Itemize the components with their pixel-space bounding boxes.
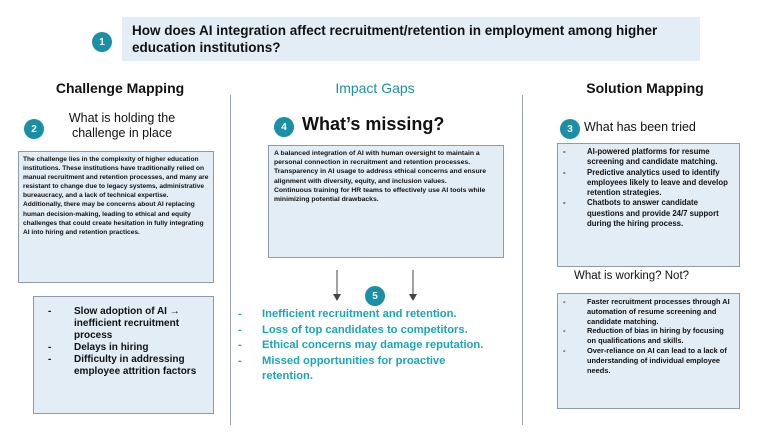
impact-gaps-heading: Impact Gaps <box>335 80 415 96</box>
missing-line: Continuous training for HR teams to effectively use AI tools while minimizing potential drawbacks. <box>274 186 486 204</box>
challenge-description: The challenge lies in the complexity of higher education institutions. These institutions have traditionally relied on manual recruitment and retention processes, and many are resistant to change due to legacy systems, administrative bureaucracy, and a lack of technical expertise. Additionally, there may be concerns about AI replacing human decision-making, leading to ethical and equity challenges that could create hesitation in fully integrating AI into hiring and retention practices. <box>23 156 209 236</box>
challenge-bullet-list <box>48 306 207 378</box>
list-item: - Inefficient recruitment and retention. <box>238 308 457 320</box>
step-2-badge: 2 <box>24 119 44 139</box>
list-item: - Missed opportunities for proactive retention. <box>238 354 446 382</box>
list-item: - Difficulty in addressing employee attrition factors <box>48 354 197 377</box>
list-item: - AI-powered platforms for resume screening and candidate matching. <box>563 147 718 167</box>
step-5-badge: 5 <box>365 286 385 306</box>
list-item: - Faster recruitment processes through AI automation of resume screening and candidate matching. <box>563 297 730 326</box>
challenge-mapping-heading: Challenge Mapping <box>55 80 185 96</box>
challenge-description-box <box>18 151 214 283</box>
list-item: - Reduction of bias in hiring by focusing on qualifications and skills. <box>563 326 724 346</box>
tried-heading: What has been tried <box>584 120 696 134</box>
list-item: - Loss of top candidates to competitors. <box>238 323 468 336</box>
challenge-heading: What is holding the challenge in place <box>68 111 176 140</box>
working-bullet-list <box>563 297 733 375</box>
right-arrow-head <box>409 294 417 301</box>
list-item: - Predictive analytics used to identify employees likely to leave and develop retention strategies. <box>563 167 728 198</box>
missing-line: A balanced integration of AI with human oversight to maintain a personal connection in recruitment and retention processes. <box>274 150 480 167</box>
solution-mapping-heading: Solution Mapping <box>586 80 704 96</box>
list-item: - Delays in hiring <box>48 342 149 353</box>
working-heading: What is working? Not? <box>574 270 690 282</box>
step-3-badge: 3 <box>560 119 580 139</box>
question-banner <box>122 17 700 61</box>
missing-line: Transparency in AI usage to address ethical concerns and ensure alignment with diversity, equity, and inclusion values. <box>274 168 487 185</box>
missing-box <box>268 145 504 258</box>
list-item: - Chatbots to answer candidate questions and provide 24/7 support during the hiring process. <box>563 198 719 229</box>
impact-bullet-list <box>238 307 488 385</box>
missing-heading: What’s missing? <box>302 114 445 134</box>
list-item: - Ethical concerns may damage reputation. <box>238 339 484 351</box>
working-box <box>557 293 740 409</box>
challenge-bullets-box <box>33 296 214 414</box>
step-1-badge: 1 <box>92 32 112 52</box>
left-arrow-head <box>333 294 341 301</box>
list-item: - Over-reliance on AI can lead to a lack of understanding of individual employee needs. <box>563 345 727 375</box>
step-4-badge: 4 <box>274 117 294 137</box>
list-item: - Slow adoption of AI → inefficient recruitment process <box>48 306 180 341</box>
left-divider <box>230 95 231 425</box>
tried-bullet-list <box>563 147 733 229</box>
tried-box <box>557 143 740 267</box>
question-text: How does AI integration affect recruitment/retention in employment among higher education institutions? <box>132 23 658 55</box>
right-divider <box>522 95 523 425</box>
